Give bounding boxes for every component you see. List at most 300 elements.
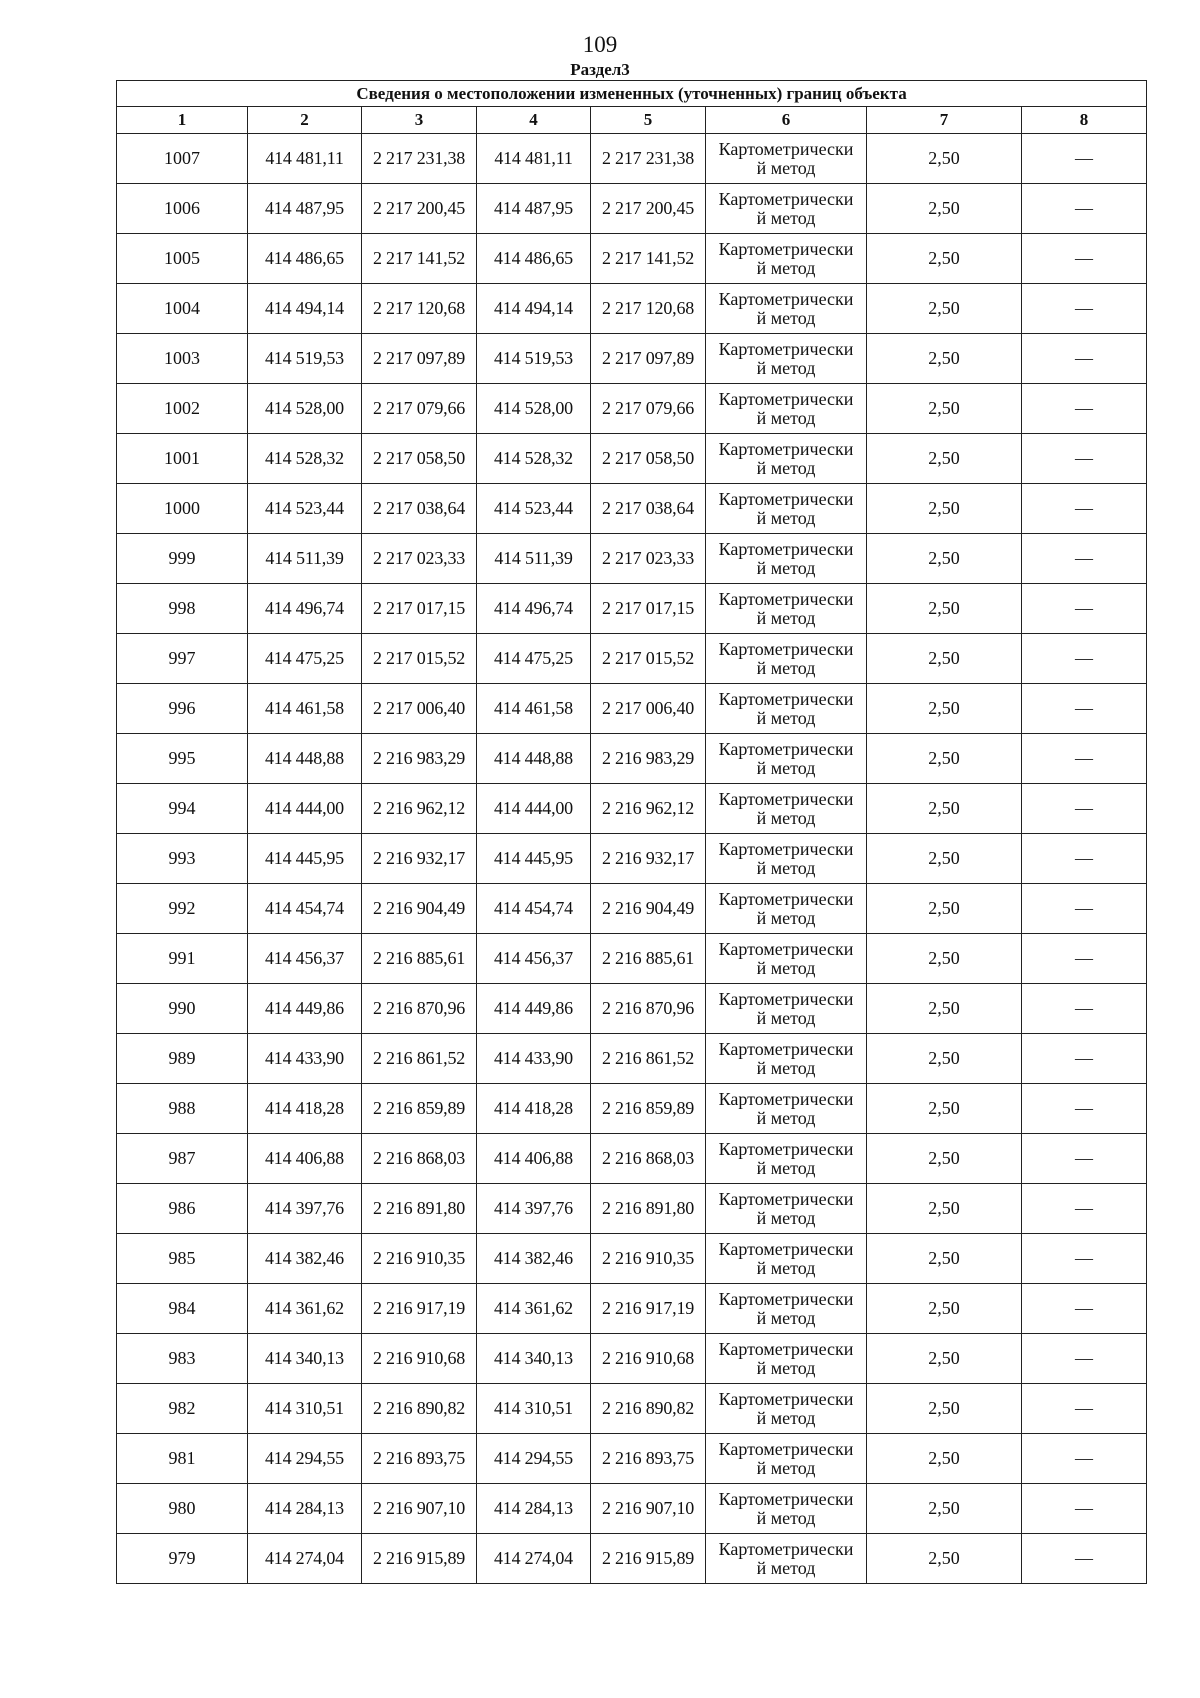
- point-number-cell: 994: [117, 784, 248, 834]
- x-coordinate-old-cell: 414 454,74: [248, 884, 362, 934]
- x-coordinate-new-cell: 414 475,25: [477, 634, 591, 684]
- note-cell: —: [1022, 1484, 1147, 1534]
- method-cell: [706, 1234, 867, 1284]
- note-cell: —: [1022, 1084, 1147, 1134]
- y-coordinate-old-cell: 2 216 962,12: [362, 784, 477, 834]
- y-coordinate-new-cell: 2 216 917,19: [591, 1284, 706, 1334]
- x-coordinate-new-cell: 414 528,32: [477, 434, 591, 484]
- coordinates-table: [116, 80, 1147, 1584]
- column-header: 6: [706, 107, 867, 134]
- note-cell: —: [1022, 484, 1147, 534]
- column-header: 7: [867, 107, 1022, 134]
- table-row: [117, 534, 1147, 584]
- table-row: [117, 984, 1147, 1034]
- accuracy-cell: 2,50: [867, 484, 1022, 534]
- x-coordinate-old-cell: 414 449,86: [248, 984, 362, 1034]
- x-coordinate-new-cell: 414 461,58: [477, 684, 591, 734]
- x-coordinate-new-cell: 414 284,13: [477, 1484, 591, 1534]
- note-cell: —: [1022, 684, 1147, 734]
- method-cell: [706, 934, 867, 984]
- note-cell: —: [1022, 184, 1147, 234]
- method-text-line-2: й метод: [756, 357, 816, 378]
- method-text-line-2: й метод: [756, 1457, 816, 1478]
- method-text-line-1: Картометрически: [718, 1488, 854, 1509]
- y-coordinate-new-cell: 2 217 097,89: [591, 334, 706, 384]
- method-cell: [706, 284, 867, 334]
- point-number-cell: 1003: [117, 334, 248, 384]
- point-number-cell: 1000: [117, 484, 248, 534]
- method-cell: [706, 1484, 867, 1534]
- x-coordinate-old-cell: 414 274,04: [248, 1534, 362, 1584]
- method-cell: [706, 584, 867, 634]
- method-text-line-1: Картометрически: [718, 788, 854, 809]
- note-cell: —: [1022, 1184, 1147, 1234]
- note-cell: —: [1022, 534, 1147, 584]
- y-coordinate-old-cell: 2 216 861,52: [362, 1034, 477, 1084]
- accuracy-cell: 2,50: [867, 684, 1022, 734]
- x-coordinate-old-cell: 414 397,76: [248, 1184, 362, 1234]
- point-number-cell: 998: [117, 584, 248, 634]
- y-coordinate-new-cell: 2 216 870,96: [591, 984, 706, 1034]
- point-number-cell: 1004: [117, 284, 248, 334]
- y-coordinate-new-cell: 2 216 868,03: [591, 1134, 706, 1184]
- accuracy-cell: 2,50: [867, 984, 1022, 1034]
- method-cell: [706, 634, 867, 684]
- note-cell: —: [1022, 584, 1147, 634]
- method-text-line-2: й метод: [756, 1257, 816, 1278]
- point-number-cell: 988: [117, 1084, 248, 1134]
- y-coordinate-old-cell: 2 216 891,80: [362, 1184, 477, 1234]
- table-row: [117, 1134, 1147, 1184]
- point-number-cell: 983: [117, 1334, 248, 1384]
- x-coordinate-old-cell: 414 486,65: [248, 234, 362, 284]
- section-label: Раздел3: [570, 60, 630, 79]
- accuracy-cell: 2,50: [867, 134, 1022, 184]
- accuracy-cell: 2,50: [867, 434, 1022, 484]
- x-coordinate-old-cell: 414 519,53: [248, 334, 362, 384]
- method-text-line-1: Картометрически: [718, 838, 854, 859]
- x-coordinate-new-cell: 414 511,39: [477, 534, 591, 584]
- y-coordinate-old-cell: 2 217 015,52: [362, 634, 477, 684]
- method-cell: [706, 234, 867, 284]
- method-text-line-1: Картометрически: [718, 738, 854, 759]
- method-cell: [706, 784, 867, 834]
- method-text-line-2: й метод: [756, 907, 816, 928]
- x-coordinate-old-cell: 414 445,95: [248, 834, 362, 884]
- y-coordinate-new-cell: 2 217 023,33: [591, 534, 706, 584]
- accuracy-cell: 2,50: [867, 184, 1022, 234]
- point-number-cell: 1005: [117, 234, 248, 284]
- accuracy-cell: 2,50: [867, 234, 1022, 284]
- y-coordinate-new-cell: 2 217 006,40: [591, 684, 706, 734]
- note-cell: —: [1022, 234, 1147, 284]
- x-coordinate-new-cell: 414 397,76: [477, 1184, 591, 1234]
- y-coordinate-new-cell: 2 216 983,29: [591, 734, 706, 784]
- method-cell: [706, 1384, 867, 1434]
- note-cell: —: [1022, 1384, 1147, 1434]
- method-text-line-2: й метод: [756, 257, 816, 278]
- point-number-cell: 996: [117, 684, 248, 734]
- y-coordinate-new-cell: 2 217 200,45: [591, 184, 706, 234]
- accuracy-cell: 2,50: [867, 1284, 1022, 1334]
- method-cell: [706, 1084, 867, 1134]
- x-coordinate-old-cell: 414 496,74: [248, 584, 362, 634]
- point-number-cell: 979: [117, 1534, 248, 1584]
- column-header: 4: [477, 107, 591, 134]
- table-row: [117, 184, 1147, 234]
- method-text-line-1: Картометрически: [718, 938, 854, 959]
- x-coordinate-old-cell: 414 511,39: [248, 534, 362, 584]
- table-row: [117, 834, 1147, 884]
- y-coordinate-new-cell: 2 216 962,12: [591, 784, 706, 834]
- x-coordinate-old-cell: 414 310,51: [248, 1384, 362, 1434]
- accuracy-cell: 2,50: [867, 584, 1022, 634]
- y-coordinate-old-cell: 2 217 017,15: [362, 584, 477, 634]
- method-cell: [706, 534, 867, 584]
- x-coordinate-old-cell: 414 487,95: [248, 184, 362, 234]
- x-coordinate-new-cell: 414 445,95: [477, 834, 591, 884]
- table-body: [117, 134, 1147, 1584]
- y-coordinate-old-cell: 2 216 932,17: [362, 834, 477, 884]
- y-coordinate-old-cell: 2 216 870,96: [362, 984, 477, 1034]
- y-coordinate-new-cell: 2 217 017,15: [591, 584, 706, 634]
- y-coordinate-new-cell: 2 216 904,49: [591, 884, 706, 934]
- point-number-cell: 985: [117, 1234, 248, 1284]
- x-coordinate-new-cell: 414 433,90: [477, 1034, 591, 1084]
- note-cell: —: [1022, 1034, 1147, 1084]
- method-text-line-1: Картометрически: [718, 888, 854, 909]
- y-coordinate-new-cell: 2 216 910,68: [591, 1334, 706, 1384]
- method-text-line-2: й метод: [756, 1557, 816, 1578]
- method-text-line-1: Картометрически: [718, 1538, 854, 1559]
- x-coordinate-old-cell: 414 418,28: [248, 1084, 362, 1134]
- method-text-line-2: й метод: [756, 307, 816, 328]
- accuracy-cell: 2,50: [867, 1184, 1022, 1234]
- note-cell: —: [1022, 784, 1147, 834]
- point-number-cell: 993: [117, 834, 248, 884]
- method-text-line-1: Картометрически: [718, 1338, 854, 1359]
- method-text-line-1: Картометрически: [718, 538, 854, 559]
- table-row: [117, 134, 1147, 184]
- note-cell: —: [1022, 934, 1147, 984]
- x-coordinate-old-cell: 414 523,44: [248, 484, 362, 534]
- method-text-line-2: й метод: [756, 1507, 816, 1528]
- point-number-cell: 981: [117, 1434, 248, 1484]
- method-text-line-2: й метод: [756, 657, 816, 678]
- method-cell: [706, 1034, 867, 1084]
- y-coordinate-new-cell: 2 217 120,68: [591, 284, 706, 334]
- table-row: [117, 1284, 1147, 1334]
- column-header-row: [117, 107, 1147, 134]
- method-text-line-2: й метод: [756, 207, 816, 228]
- table-row: [117, 434, 1147, 484]
- table-row: [117, 1084, 1147, 1134]
- note-cell: —: [1022, 834, 1147, 884]
- x-coordinate-old-cell: 414 528,32: [248, 434, 362, 484]
- method-text-line-1: Картометрически: [718, 638, 854, 659]
- y-coordinate-new-cell: 2 216 861,52: [591, 1034, 706, 1084]
- y-coordinate-new-cell: 2 216 890,82: [591, 1384, 706, 1434]
- method-cell: [706, 1534, 867, 1584]
- method-cell: [706, 1284, 867, 1334]
- x-coordinate-new-cell: 414 496,74: [477, 584, 591, 634]
- method-text-line-2: й метод: [756, 1157, 816, 1178]
- point-number-cell: 997: [117, 634, 248, 684]
- method-cell: [706, 484, 867, 534]
- note-cell: —: [1022, 734, 1147, 784]
- method-text-line-1: Картометрически: [718, 1038, 854, 1059]
- y-coordinate-old-cell: 2 217 058,50: [362, 434, 477, 484]
- note-cell: —: [1022, 134, 1147, 184]
- y-coordinate-new-cell: 2 217 038,64: [591, 484, 706, 534]
- y-coordinate-old-cell: 2 217 023,33: [362, 534, 477, 584]
- accuracy-cell: 2,50: [867, 334, 1022, 384]
- table-row: [117, 234, 1147, 284]
- method-text-line-1: Картометрически: [718, 388, 854, 409]
- method-text-line-1: Картометрически: [718, 1138, 854, 1159]
- y-coordinate-old-cell: 2 216 910,35: [362, 1234, 477, 1284]
- x-coordinate-new-cell: 414 523,44: [477, 484, 591, 534]
- x-coordinate-new-cell: 414 448,88: [477, 734, 591, 784]
- table-row: [117, 484, 1147, 534]
- method-cell: [706, 834, 867, 884]
- point-number-cell: 1006: [117, 184, 248, 234]
- method-text-line-1: Картометрически: [718, 288, 854, 309]
- method-text-line-1: Картометрически: [718, 1238, 854, 1259]
- method-text-line-2: й метод: [756, 157, 816, 178]
- y-coordinate-new-cell: 2 216 859,89: [591, 1084, 706, 1134]
- accuracy-cell: 2,50: [867, 1384, 1022, 1434]
- accuracy-cell: 2,50: [867, 384, 1022, 434]
- method-text-line-1: Картометрически: [718, 1438, 854, 1459]
- y-coordinate-old-cell: 2 216 915,89: [362, 1534, 477, 1584]
- y-coordinate-old-cell: 2 217 120,68: [362, 284, 477, 334]
- x-coordinate-old-cell: 414 294,55: [248, 1434, 362, 1484]
- method-text-line-2: й метод: [756, 1007, 816, 1028]
- column-header: 8: [1022, 107, 1147, 134]
- point-number-cell: 995: [117, 734, 248, 784]
- y-coordinate-new-cell: 2 216 885,61: [591, 934, 706, 984]
- method-text-line-1: Картометрически: [718, 688, 854, 709]
- method-text-line-2: й метод: [756, 557, 816, 578]
- x-coordinate-new-cell: 414 487,95: [477, 184, 591, 234]
- method-text-line-2: й метод: [756, 1207, 816, 1228]
- note-cell: —: [1022, 634, 1147, 684]
- accuracy-cell: 2,50: [867, 734, 1022, 784]
- table-row: [117, 1334, 1147, 1384]
- accuracy-cell: 2,50: [867, 1134, 1022, 1184]
- method-text-line-2: й метод: [756, 1107, 816, 1128]
- table-row: [117, 1434, 1147, 1484]
- table-row: [117, 1234, 1147, 1284]
- x-coordinate-new-cell: 414 406,88: [477, 1134, 591, 1184]
- method-cell: [706, 1334, 867, 1384]
- y-coordinate-old-cell: 2 216 904,49: [362, 884, 477, 934]
- x-coordinate-new-cell: 414 444,00: [477, 784, 591, 834]
- method-text-line-2: й метод: [756, 957, 816, 978]
- point-number-cell: 986: [117, 1184, 248, 1234]
- y-coordinate-old-cell: 2 217 231,38: [362, 134, 477, 184]
- accuracy-cell: 2,50: [867, 284, 1022, 334]
- x-coordinate-new-cell: 414 274,04: [477, 1534, 591, 1584]
- method-text-line-1: Картометрически: [718, 138, 854, 159]
- y-coordinate-new-cell: 2 217 141,52: [591, 234, 706, 284]
- x-coordinate-new-cell: 414 340,13: [477, 1334, 591, 1384]
- note-cell: —: [1022, 384, 1147, 434]
- accuracy-cell: 2,50: [867, 1034, 1022, 1084]
- y-coordinate-new-cell: 2 217 079,66: [591, 384, 706, 434]
- point-number-cell: 992: [117, 884, 248, 934]
- point-number-cell: 990: [117, 984, 248, 1034]
- y-coordinate-old-cell: 2 217 038,64: [362, 484, 477, 534]
- table-caption: Сведения о местоположении измененных (уточненных) границ объекта: [117, 81, 1147, 107]
- x-coordinate-new-cell: 414 418,28: [477, 1084, 591, 1134]
- point-number-cell: 1002: [117, 384, 248, 434]
- x-coordinate-new-cell: 414 382,46: [477, 1234, 591, 1284]
- y-coordinate-new-cell: 2 216 910,35: [591, 1234, 706, 1284]
- table-row: [117, 784, 1147, 834]
- y-coordinate-old-cell: 2 217 200,45: [362, 184, 477, 234]
- method-cell: [706, 184, 867, 234]
- point-number-cell: 989: [117, 1034, 248, 1084]
- method-text-line-2: й метод: [756, 407, 816, 428]
- method-text-line-1: Картометрически: [718, 1388, 854, 1409]
- y-coordinate-new-cell: 2 217 058,50: [591, 434, 706, 484]
- method-text-line-1: Картометрически: [718, 1088, 854, 1109]
- point-number-cell: 991: [117, 934, 248, 984]
- method-text-line-2: й метод: [756, 1357, 816, 1378]
- y-coordinate-old-cell: 2 217 079,66: [362, 384, 477, 434]
- method-text-line-2: й метод: [756, 807, 816, 828]
- table-row: [117, 684, 1147, 734]
- table-row: [117, 384, 1147, 434]
- method-text-line-2: й метод: [756, 1307, 816, 1328]
- y-coordinate-old-cell: 2 217 097,89: [362, 334, 477, 384]
- method-text-line-2: й метод: [756, 607, 816, 628]
- column-header: 1: [117, 107, 248, 134]
- note-cell: —: [1022, 1334, 1147, 1384]
- note-cell: —: [1022, 334, 1147, 384]
- method-text-line-2: й метод: [756, 507, 816, 528]
- note-cell: —: [1022, 884, 1147, 934]
- note-cell: —: [1022, 1534, 1147, 1584]
- x-coordinate-old-cell: 414 284,13: [248, 1484, 362, 1534]
- table-row: [117, 584, 1147, 634]
- x-coordinate-new-cell: 414 494,14: [477, 284, 591, 334]
- column-header: 5: [591, 107, 706, 134]
- accuracy-cell: 2,50: [867, 834, 1022, 884]
- accuracy-cell: 2,50: [867, 784, 1022, 834]
- x-coordinate-new-cell: 414 486,65: [477, 234, 591, 284]
- y-coordinate-new-cell: 2 216 893,75: [591, 1434, 706, 1484]
- page-number: 109: [582, 32, 618, 57]
- method-cell: [706, 1134, 867, 1184]
- y-coordinate-new-cell: 2 217 015,52: [591, 634, 706, 684]
- table-row: [117, 634, 1147, 684]
- x-coordinate-new-cell: 414 361,62: [477, 1284, 591, 1334]
- table-row: [117, 1484, 1147, 1534]
- point-number-cell: 1001: [117, 434, 248, 484]
- y-coordinate-new-cell: 2 216 907,10: [591, 1484, 706, 1534]
- method-cell: [706, 1434, 867, 1484]
- x-coordinate-old-cell: 414 382,46: [248, 1234, 362, 1284]
- y-coordinate-old-cell: 2 216 885,61: [362, 934, 477, 984]
- x-coordinate-new-cell: 414 454,74: [477, 884, 591, 934]
- method-text-line-1: Картометрически: [718, 188, 854, 209]
- x-coordinate-old-cell: 414 406,88: [248, 1134, 362, 1184]
- column-header: 2: [248, 107, 362, 134]
- point-number-cell: 999: [117, 534, 248, 584]
- method-text-line-1: Картометрически: [718, 238, 854, 259]
- accuracy-cell: 2,50: [867, 934, 1022, 984]
- method-text-line-2: й метод: [756, 1057, 816, 1078]
- method-text-line-2: й метод: [756, 457, 816, 478]
- x-coordinate-old-cell: 414 444,00: [248, 784, 362, 834]
- point-number-cell: 984: [117, 1284, 248, 1334]
- x-coordinate-new-cell: 414 310,51: [477, 1384, 591, 1434]
- y-coordinate-old-cell: 2 216 917,19: [362, 1284, 477, 1334]
- x-coordinate-old-cell: 414 433,90: [248, 1034, 362, 1084]
- note-cell: —: [1022, 434, 1147, 484]
- table-row: [117, 734, 1147, 784]
- table-row: [117, 1034, 1147, 1084]
- y-coordinate-new-cell: 2 216 932,17: [591, 834, 706, 884]
- x-coordinate-old-cell: 414 361,62: [248, 1284, 362, 1334]
- method-cell: [706, 384, 867, 434]
- method-text-line-1: Картометрически: [718, 488, 854, 509]
- method-cell: [706, 684, 867, 734]
- note-cell: —: [1022, 1234, 1147, 1284]
- y-coordinate-new-cell: 2 216 891,80: [591, 1184, 706, 1234]
- method-text-line-2: й метод: [756, 757, 816, 778]
- point-number-cell: 1007: [117, 134, 248, 184]
- table-row: [117, 1184, 1147, 1234]
- x-coordinate-new-cell: 414 449,86: [477, 984, 591, 1034]
- table-row: [117, 1384, 1147, 1434]
- y-coordinate-old-cell: 2 216 868,03: [362, 1134, 477, 1184]
- x-coordinate-new-cell: 414 456,37: [477, 934, 591, 984]
- x-coordinate-old-cell: 414 340,13: [248, 1334, 362, 1384]
- table-row: [117, 334, 1147, 384]
- table-row: [117, 284, 1147, 334]
- note-cell: —: [1022, 1284, 1147, 1334]
- accuracy-cell: 2,50: [867, 1084, 1022, 1134]
- method-text-line-1: Картометрически: [718, 1188, 854, 1209]
- y-coordinate-old-cell: 2 216 910,68: [362, 1334, 477, 1384]
- y-coordinate-old-cell: 2 217 141,52: [362, 234, 477, 284]
- accuracy-cell: 2,50: [867, 1434, 1022, 1484]
- method-text-line-2: й метод: [756, 1407, 816, 1428]
- method-text-line-1: Картометрически: [718, 1288, 854, 1309]
- x-coordinate-old-cell: 414 448,88: [248, 734, 362, 784]
- x-coordinate-old-cell: 414 456,37: [248, 934, 362, 984]
- accuracy-cell: 2,50: [867, 884, 1022, 934]
- y-coordinate-old-cell: 2 216 893,75: [362, 1434, 477, 1484]
- x-coordinate-new-cell: 414 519,53: [477, 334, 591, 384]
- point-number-cell: 982: [117, 1384, 248, 1434]
- method-text-line-1: Картометрически: [718, 338, 854, 359]
- note-cell: —: [1022, 984, 1147, 1034]
- column-header: 3: [362, 107, 477, 134]
- x-coordinate-old-cell: 414 461,58: [248, 684, 362, 734]
- x-coordinate-old-cell: 414 494,14: [248, 284, 362, 334]
- method-text-line-2: й метод: [756, 707, 816, 728]
- method-text-line-1: Картометрически: [718, 988, 854, 1009]
- note-cell: —: [1022, 284, 1147, 334]
- accuracy-cell: 2,50: [867, 1234, 1022, 1284]
- accuracy-cell: 2,50: [867, 534, 1022, 584]
- accuracy-cell: 2,50: [867, 1484, 1022, 1534]
